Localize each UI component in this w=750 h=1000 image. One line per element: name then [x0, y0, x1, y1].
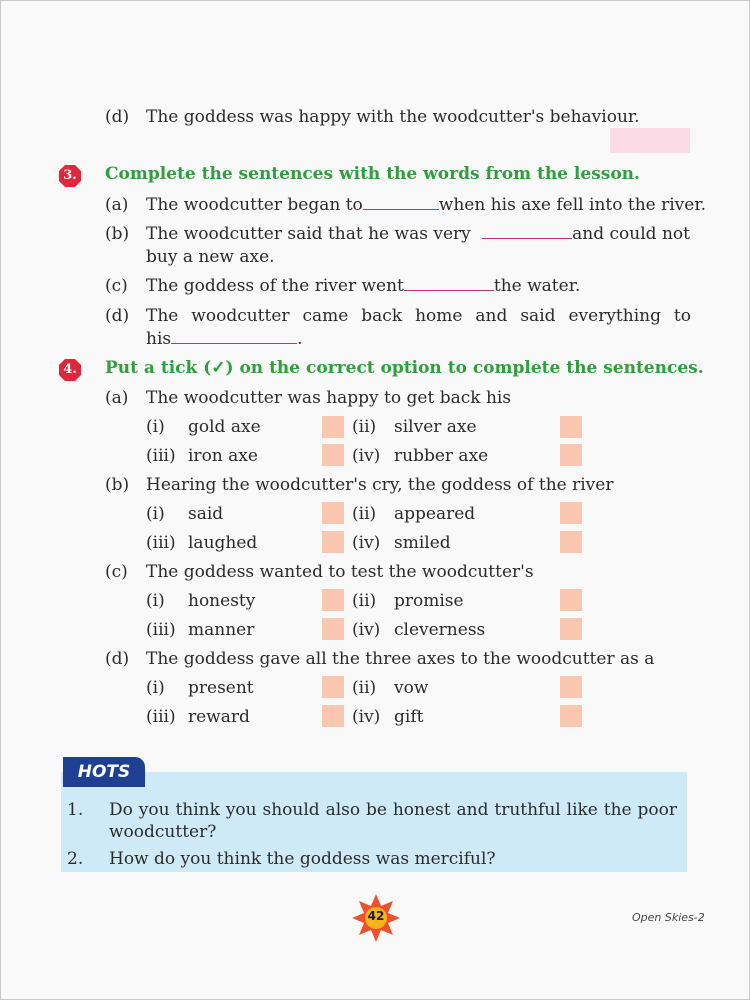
- prev-item-text: The goddess was happy with the woodcutter's behaviour.: [146, 107, 640, 127]
- hots-item-line2: woodcutter?: [109, 822, 217, 842]
- option-number: (i): [146, 417, 165, 437]
- q4-a-stem: The woodcutter was happy to get back his: [146, 388, 512, 408]
- hots-item-line1: How do you think the goddess was merciful?: [109, 849, 496, 869]
- tick-box[interactable]: [560, 705, 582, 727]
- q3-b-line1: [146, 223, 691, 245]
- tick-box[interactable]: [322, 444, 344, 466]
- option-text: smiled: [394, 533, 451, 553]
- q3-a-label: (a): [105, 195, 129, 215]
- option-text: cleverness: [394, 620, 486, 640]
- hots-tab: HOTS: [63, 757, 145, 787]
- q3-title: Complete the sentences with the words from the lesson.: [105, 164, 640, 184]
- q3-c-label: (c): [105, 276, 128, 296]
- q3-b-line2: buy a new axe.: [146, 247, 275, 267]
- tick-box[interactable]: [322, 589, 344, 611]
- option-number: (i): [146, 504, 165, 524]
- q3-b-before: The woodcutter said that he was very: [146, 224, 471, 244]
- q3-a-before: The woodcutter began to: [146, 195, 363, 215]
- q3-c-blank[interactable]: [404, 276, 494, 291]
- tick-box[interactable]: [560, 676, 582, 698]
- prev-item-label: (d): [105, 107, 130, 127]
- option-number: (iii): [146, 707, 176, 727]
- q4-b-label: (b): [105, 475, 130, 495]
- q4-a-label: (a): [105, 388, 129, 408]
- option-text: silver axe: [394, 417, 477, 437]
- q3-b-after: and could not: [572, 224, 690, 244]
- option-number: (ii): [352, 591, 377, 611]
- option-text: present: [188, 678, 254, 698]
- q3-d-blank[interactable]: [171, 329, 297, 344]
- option-number: (iii): [146, 533, 176, 553]
- tick-box[interactable]: [560, 589, 582, 611]
- option-text: iron axe: [188, 446, 258, 466]
- hots-item-number: 2.: [67, 849, 84, 869]
- question-number-badge: 4.: [58, 358, 82, 382]
- q3-d-line2: [146, 328, 303, 350]
- answer-box[interactable]: [610, 128, 690, 153]
- q4-d-stem: The goddess gave all the three axes to the woodcutter as a: [146, 649, 655, 669]
- book-title: Open Skies-2: [632, 911, 705, 924]
- tick-box[interactable]: [560, 416, 582, 438]
- option-text: honesty: [188, 591, 256, 611]
- option-text: reward: [188, 707, 250, 727]
- q3-c-sentence: [146, 275, 580, 297]
- option-number: (iii): [146, 446, 176, 466]
- tick-box[interactable]: [560, 618, 582, 640]
- q4-d-label: (d): [105, 649, 130, 669]
- tick-box[interactable]: [322, 416, 344, 438]
- option-text: said: [188, 504, 224, 524]
- q4-c-label: (c): [105, 562, 128, 582]
- q3-a-after: when his axe fell into the river.: [438, 195, 707, 215]
- option-text: manner: [188, 620, 255, 640]
- tick-box[interactable]: [322, 618, 344, 640]
- q3-d-end: .: [297, 329, 303, 349]
- q4-c-stem: The goddess wanted to test the woodcutter's: [146, 562, 534, 582]
- option-text: rubber axe: [394, 446, 489, 466]
- q3-a-sentence: [146, 194, 706, 216]
- option-text: gift: [394, 707, 424, 727]
- q3-c-after: the water.: [493, 276, 581, 296]
- option-number: (ii): [352, 504, 377, 524]
- option-text: appeared: [394, 504, 476, 524]
- tick-box[interactable]: [322, 502, 344, 524]
- option-number: (i): [146, 591, 165, 611]
- option-number: (iv): [352, 533, 381, 553]
- tick-box[interactable]: [322, 676, 344, 698]
- option-number: (iv): [352, 707, 381, 727]
- q3-b-label: (b): [105, 224, 130, 244]
- tick-box[interactable]: [560, 444, 582, 466]
- option-text: vow: [394, 678, 429, 698]
- option-text: promise: [394, 591, 464, 611]
- q4-title: Put a tick (✓) on the correct option to complete the sentences.: [105, 358, 704, 378]
- option-number: (iv): [352, 446, 381, 466]
- page-number: 42: [367, 909, 385, 923]
- tick-box[interactable]: [322, 531, 344, 553]
- hots-item-number: 1.: [67, 800, 84, 820]
- q3-d-label: (d): [105, 306, 130, 326]
- tick-box[interactable]: [560, 531, 582, 553]
- question-number-badge: 3.: [58, 164, 82, 188]
- q3-d-start: his: [146, 329, 172, 349]
- hots-item-line1: Do you think you should also be honest and truthful like the poor: [109, 800, 677, 820]
- option-number: (ii): [352, 678, 377, 698]
- option-text: gold axe: [188, 417, 261, 437]
- option-number: (iii): [146, 620, 176, 640]
- tick-box[interactable]: [322, 705, 344, 727]
- option-number: (i): [146, 678, 165, 698]
- q4-b-stem: Hearing the woodcutter's cry, the goddess of the river: [146, 475, 614, 495]
- q3-c-before: The goddess of the river went: [146, 276, 404, 296]
- option-number: (iv): [352, 620, 381, 640]
- q3-b-blank[interactable]: [482, 224, 572, 239]
- tick-box[interactable]: [560, 502, 582, 524]
- option-text: laughed: [188, 533, 258, 553]
- option-number: (ii): [352, 417, 377, 437]
- q3-d-line1: The woodcutter came back home and said everything to: [146, 306, 691, 326]
- q3-a-blank[interactable]: [363, 195, 439, 210]
